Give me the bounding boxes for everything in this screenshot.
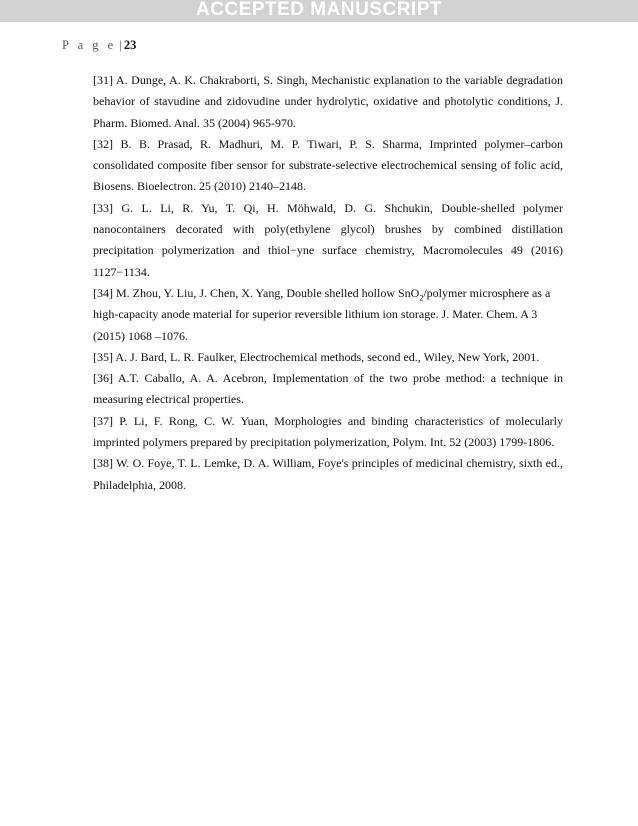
reference-number: [34] (93, 285, 113, 300)
reference-35 (93, 347, 563, 368)
reference-text: W. O. Foye, T. L. Lemke, D. A. William, Foye's principles of medicinal chemistry, sixth ed., Philadelphia, 2008. (93, 456, 563, 492)
reference-36 (93, 368, 563, 411)
reference-text: P. Li, F. Rong, C. W. Yuan, Morphologies and binding characteristics of molecularly imprinted polymers prepared by precipitation polymerization, Polym. Int. 52 (2003) 1799-1806. (93, 413, 563, 450)
reference-list (93, 70, 563, 496)
reference-text: A. J. Bard, L. R. Faulker, Electrochemical methods, second ed., Wiley, New York, 2001. (115, 349, 540, 364)
reference-text: A.T. Caballo, A. A. Acebron, Implementation of the two probe method: a technique in measuring electrical properties. (93, 371, 563, 407)
reference-31 (93, 70, 563, 134)
reference-34 (93, 283, 563, 347)
page-number: 23 (123, 38, 137, 52)
reference-number: [36] (93, 371, 113, 386)
page-word: P a g e (62, 38, 117, 52)
reference-38 (93, 453, 563, 496)
reference-text-before: M. Zhou, Y. Liu, J. Chen, X. Yang, Double shelled hollow SnO (116, 285, 420, 300)
reference-text: A. Dunge, A. K. Chakraborti, S. Singh, Mechanistic explanation to the variable degradation behavior of stavudine and zidovudine under hydrolytic, oxidative and photolytic conditions, J. Pharm. Biomed. Anal. 35 (2004) 965-970. (93, 73, 564, 130)
reference-text-after: /polymer microsphere as a high-capacity anode material for superior reversible lithium ion storage. J. Mater. Chem. A 3 (2015) 1068 –1076. (93, 285, 551, 343)
reference-number: [37] (93, 413, 113, 428)
accepted-manuscript-banner (0, 0, 638, 22)
reference-number: [31] (93, 73, 113, 87)
page-separator: | (119, 38, 122, 52)
reference-number: [32] (93, 136, 113, 151)
reference-32 (93, 134, 563, 198)
subscript: 2 (419, 293, 424, 303)
reference-37 (93, 411, 563, 454)
banner-text: ACCEPTED MANUSCRIPT (196, 0, 442, 20)
reference-number: [35] (93, 349, 113, 364)
reference-text: G. L. Li, R. Yu, T. Qi, H. Möhwald, D. G. Shchukin, Double-shelled polymer nanocontainers decorated with poly(ethylene glycol) brushes by combined distillation precipitation polymerization and thiol−yne surface chemistry, Macromolecules 49 (2016) 1127−1134. (93, 200, 563, 279)
page-number-header (62, 37, 136, 53)
reference-33 (93, 198, 563, 283)
reference-number: [33] (93, 200, 113, 215)
reference-number: [38] (93, 456, 113, 471)
reference-text: B. B. Prasad, R. Madhuri, M. P. Tiwari, P. S. Sharma, Imprinted polymer–carbon consolidated composite fiber sensor for substrate-selective electrochemical sensing of folic acid, Biosens. Bioelectron. 25 (2010) 2140–2148. (93, 136, 563, 194)
